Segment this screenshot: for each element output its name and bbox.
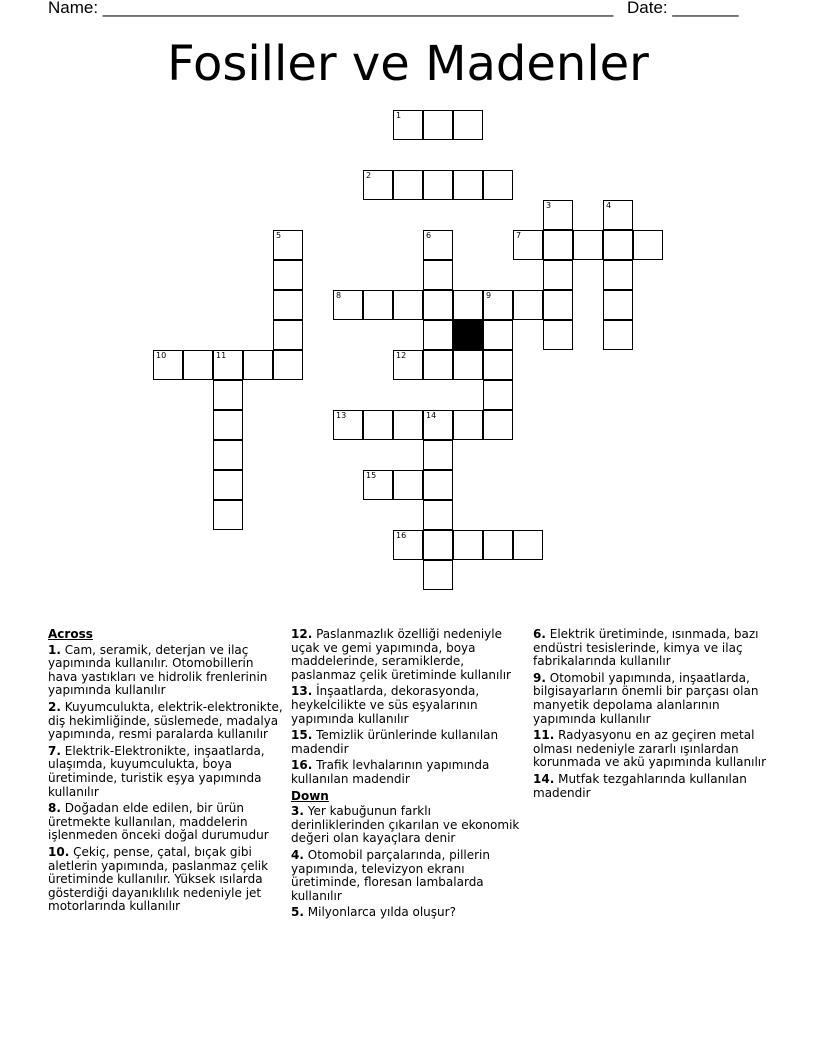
clue-text: Kuyumculukta, elektrik-elektronikte, diş hekimliğinde, süslemede, madalya yapımında, resmi paralarda kullanılır (48, 699, 283, 742)
cell-number: 16 (396, 531, 407, 540)
page-title: Fosiller ve Madenler (167, 36, 649, 92)
grid-cell[interactable] (363, 410, 393, 440)
clue-number: 16. (291, 758, 313, 773)
cell-number: 1 (396, 111, 402, 120)
cell-number: 3 (546, 201, 552, 210)
cell-number: 8 (336, 291, 342, 300)
clue-across-13 (291, 685, 527, 726)
grid-cell[interactable] (273, 350, 303, 380)
grid-cell[interactable] (513, 230, 543, 260)
name-label: Name: ______________________________________________________ (48, 0, 614, 17)
clue-text: Temizlik ürünlerinde kullanılan madendir (291, 728, 499, 756)
clue-number: 8. (48, 801, 61, 816)
grid-cell[interactable] (453, 110, 483, 140)
grid-cell[interactable] (213, 350, 243, 380)
grid-cell[interactable] (423, 470, 453, 500)
clue-number: 12. (291, 627, 313, 641)
grid-cell[interactable] (543, 230, 573, 260)
cell-number: 10 (156, 351, 167, 360)
grid-cell[interactable] (483, 170, 513, 200)
grid-cell[interactable] (423, 230, 453, 260)
clue-text: Trafik levhalarının yapımında kullanılan madendir (291, 758, 490, 786)
header-row (0, 0, 816, 20)
clue-across-8 (48, 802, 284, 843)
grid-cell[interactable] (393, 410, 423, 440)
clue-number: 3. (291, 804, 304, 819)
grid-cell[interactable] (603, 260, 633, 290)
cell-number: 11 (216, 351, 227, 360)
grid-cell[interactable] (423, 560, 453, 590)
down-heading: Down (291, 788, 329, 803)
clue-across-2 (48, 701, 284, 742)
grid-cell[interactable] (573, 230, 603, 260)
grid-cell[interactable] (633, 230, 663, 260)
clue-down-4 (291, 849, 527, 903)
clue-column-3 (533, 628, 769, 803)
grid-cell[interactable] (213, 380, 243, 410)
grid-cell[interactable] (603, 290, 633, 320)
grid-cell[interactable] (153, 350, 183, 380)
grid-cell[interactable] (423, 440, 453, 470)
clue-column-1 (48, 628, 284, 917)
grid-cell[interactable] (483, 350, 513, 380)
grid-cell[interactable] (423, 110, 453, 140)
grid-cell[interactable] (363, 470, 393, 500)
cell-number: 14 (426, 411, 437, 420)
clue-text: Elektrik-Elektronikte, inşaatlarda, ulaşımda, kuyumculukta, boya üretiminde, turistik eşya yapımında kullanılır (48, 743, 265, 799)
clue-text: Çekiç, pense, çatal, bıçak gibi aletlerin yapımında, paslanmaz çelik üretiminde kullanılır. Yüksek ısılarda gösterdiği dayanıklılık nedeniyle jet motorlarında kullanılır (48, 844, 269, 914)
cell-number: 12 (396, 351, 407, 360)
grid-cell[interactable] (453, 290, 483, 320)
grid-cell[interactable] (483, 380, 513, 410)
grid-cell[interactable] (393, 470, 423, 500)
grid-cell[interactable] (453, 410, 483, 440)
grid-cell[interactable] (603, 320, 633, 350)
grid-cell[interactable] (273, 260, 303, 290)
clue-number: 15. (291, 728, 313, 743)
grid-cell[interactable] (483, 530, 513, 560)
grid-cell[interactable] (273, 230, 303, 260)
grid-cell[interactable] (513, 530, 543, 560)
clue-number: 2. (48, 699, 61, 714)
grid-cell[interactable] (513, 290, 543, 320)
clue-text: Otomobil parçalarında, pillerin yapımında, televizyon ekranı üretiminde, floresan lambalarda kullanılır (291, 847, 490, 903)
grid-cell[interactable] (453, 530, 483, 560)
clue-number: 5. (291, 905, 304, 920)
grid-cell[interactable] (483, 290, 513, 320)
clue-number: 7. (48, 743, 61, 758)
grid-cell[interactable] (603, 200, 633, 230)
grid-cell[interactable] (453, 170, 483, 200)
grid-cell[interactable] (543, 200, 573, 230)
grid-cell[interactable] (393, 350, 423, 380)
clue-down-5 (291, 906, 527, 920)
cell-number: 13 (336, 411, 347, 420)
grid-cell[interactable] (423, 260, 453, 290)
grid-cell[interactable] (183, 350, 213, 380)
grid-cell[interactable] (543, 320, 573, 350)
grid-cell[interactable] (423, 320, 453, 350)
cell-number: 2 (366, 171, 372, 180)
grid-cell[interactable] (393, 290, 423, 320)
grid-cell[interactable] (243, 350, 273, 380)
clue-text: Otomobil yapımında, inşaatlarda, bilgisayarların önemli bir parçası olan manyetik depolama alanlarının yapımında kullanılır (533, 670, 759, 726)
clue-number: 13. (291, 684, 313, 699)
grid-cell[interactable] (543, 290, 573, 320)
clue-text: Mutfak tezgahlarında kullanılan madendir (533, 771, 747, 800)
clue-number: 11. (533, 728, 555, 743)
grid-cell[interactable] (483, 410, 513, 440)
grid-cell[interactable] (363, 290, 393, 320)
clue-across-12 (291, 628, 527, 682)
grid-cell[interactable] (213, 500, 243, 530)
clue-column-2 (291, 628, 527, 923)
clue-number: 4. (291, 847, 304, 862)
clue-number: 6. (533, 627, 546, 641)
cell-number: 6 (426, 231, 432, 240)
cell-number: 4 (606, 201, 612, 210)
clue-text: Milyonlarca yılda oluşur? (307, 905, 456, 920)
black-cell (453, 320, 483, 350)
clue-number: 14. (533, 771, 555, 786)
grid-cell[interactable] (483, 320, 513, 350)
grid-cell[interactable] (273, 290, 303, 320)
grid-cell[interactable] (213, 470, 243, 500)
grid-cell[interactable] (453, 350, 483, 380)
grid-cell[interactable] (423, 410, 453, 440)
grid-cell[interactable] (213, 410, 243, 440)
clue-text: Doğadan elde edilen, bir ürün üretmekte kullanılan, maddelerin işlenmeden önceki doğal durumudur (48, 801, 269, 843)
clue-text: Yer kabuğunun farklı derinliklerinden çıkarılan ve ekonomik değeri olan kayaçlara denir (291, 804, 520, 846)
grid-cell[interactable] (423, 500, 453, 530)
clue-across-16 (291, 759, 527, 786)
grid-cell[interactable] (423, 170, 453, 200)
clue-across-7 (48, 745, 284, 799)
clue-across-15 (291, 729, 527, 756)
grid-cell[interactable] (333, 290, 363, 320)
grid-cell[interactable] (393, 530, 423, 560)
clue-text: Paslanmazlık özelliği nedeniyle uçak ve gemi yapımında, boya maddelerinde, seramiklerde, paslanmaz çelik üretiminde kullanılır (291, 627, 511, 682)
clue-down-14 (533, 773, 769, 800)
across-heading: Across (48, 627, 93, 641)
clue-down-3 (291, 805, 527, 846)
grid-cell[interactable] (423, 530, 453, 560)
clue-number: 10. (48, 844, 70, 859)
cell-number: 5 (276, 231, 282, 240)
clue-across-10 (48, 846, 284, 914)
clue-down-11 (533, 729, 769, 770)
grid-cell[interactable] (423, 290, 453, 320)
clue-text: Radyasyonu en az geçiren metal olması nedeniyle zararlı ışınlardan korunmada ve akü yapımında kullanılır (533, 728, 767, 770)
clue-number: 9. (533, 670, 546, 685)
grid-cell[interactable] (273, 320, 303, 350)
grid-cell[interactable] (393, 170, 423, 200)
grid-cell[interactable] (423, 350, 453, 380)
clue-across-1 (48, 644, 284, 698)
clue-text: İnşaatlarda, dekorasyonda, heykelcilikte ve süs eşyalarının yapımında kullanılır (291, 684, 480, 726)
cell-number: 15 (366, 471, 377, 480)
clue-down-9 (533, 672, 769, 726)
grid-cell[interactable] (603, 230, 633, 260)
date-label: Date: _______ (627, 0, 739, 17)
grid-cell[interactable] (363, 170, 393, 200)
clue-text: Cam, seramik, deterjan ve ilaç yapımında kullanılır. Otomobillerin hava yastıkları ve hidrolik frenlerinin yapımında kullanılır (48, 642, 268, 698)
grid-cell[interactable] (333, 410, 363, 440)
grid-cell[interactable] (543, 260, 573, 290)
clue-text: Elektrik üretiminde, ısınmada, bazı endüstri tesislerinde, kimya ve ilaç fabrikalarında kullanılır (533, 627, 759, 669)
clue-down-6 (533, 628, 769, 669)
clue-number: 1. (48, 642, 61, 657)
grid-cell[interactable] (213, 440, 243, 470)
grid-cell[interactable] (393, 110, 423, 140)
cell-number: 9 (486, 291, 492, 300)
cell-number: 7 (516, 231, 522, 240)
